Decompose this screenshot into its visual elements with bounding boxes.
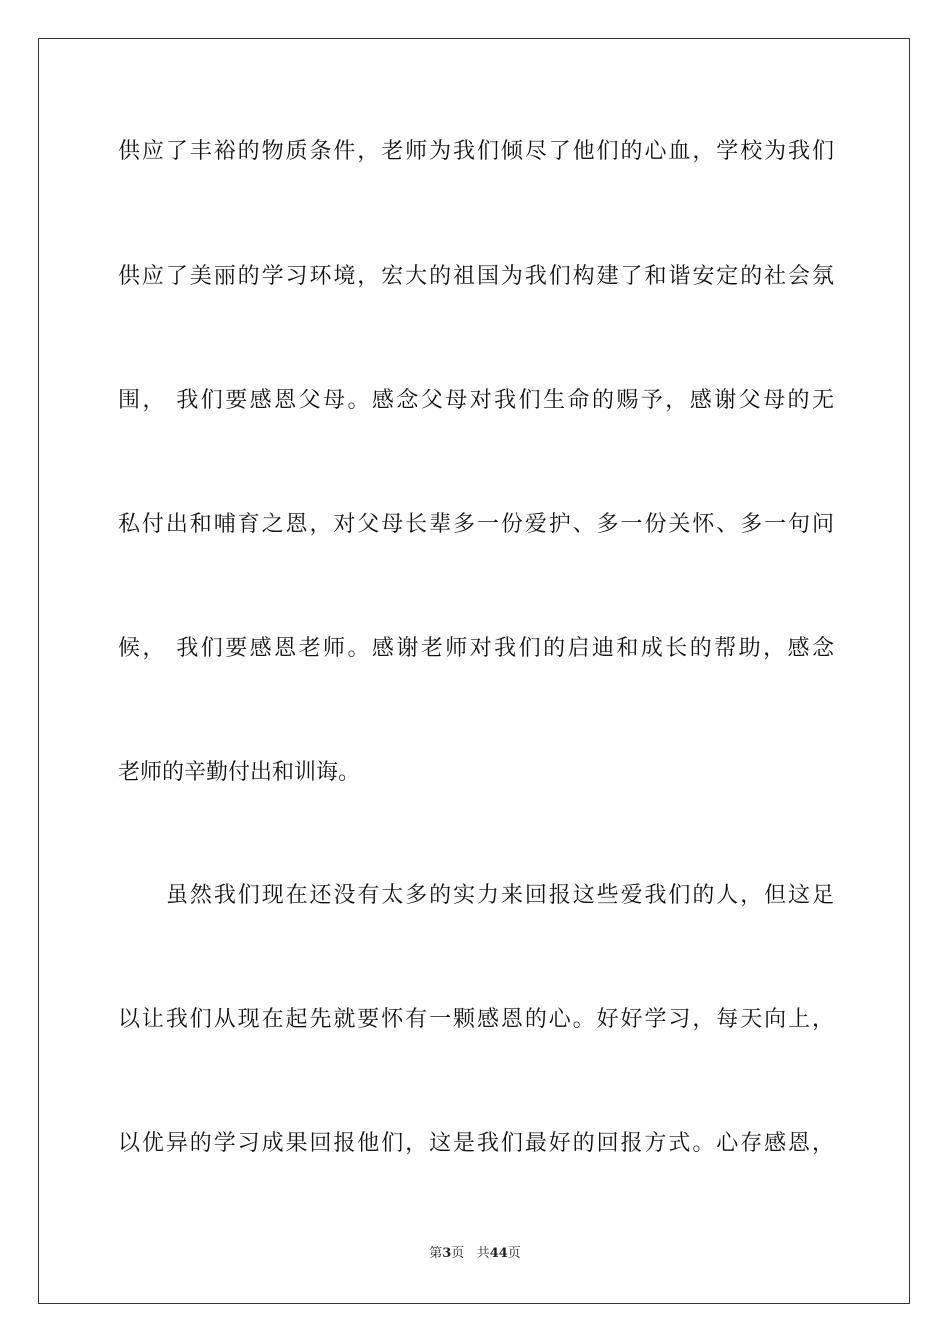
footer-total-prefix: 共: [476, 1246, 490, 1261]
footer-total-pages: 44: [489, 1246, 508, 1261]
text-line-2: 供应了美丽的学习环境，宏大的祖国为我们构建了和谐安定的社会氛: [118, 264, 834, 289]
text-line-7: 虽然我们现在还没有太多的实力来回报这些爱我们的人，但这足: [166, 883, 834, 908]
page-footer: [0, 1246, 950, 1262]
text-line-3: 围， 我们要感恩父母。感念父母对我们生命的赐予，感谢父母的无: [118, 388, 834, 413]
text-line-9: 以优异的学习成果回报他们，这是我们最好的回报方式。心存感恩，: [118, 1131, 834, 1156]
footer-page-prefix: 第: [429, 1246, 443, 1261]
footer-page-number: 3: [442, 1246, 452, 1261]
text-line-6: 老师的辛勤付出和训诲。: [118, 760, 361, 785]
footer-total-suffix: 页: [507, 1246, 521, 1261]
footer-page-suffix: 页: [451, 1246, 465, 1261]
page-border: [38, 38, 910, 1304]
text-line-1: 供应了丰裕的物质条件，老师为我们倾尽了他们的心血，学校为我们: [118, 139, 834, 164]
text-line-5: 候， 我们要感恩老师。感谢老师对我们的启迪和成长的帮助，感念: [118, 636, 834, 661]
text-line-4: 私付出和哺育之恩，对父母长辈多一份爱护、多一份关怀、多一句问: [118, 512, 834, 537]
text-line-8: 以让我们从现在起先就要怀有一颗感恩的心。好好学习，每天向上，: [118, 1007, 834, 1032]
